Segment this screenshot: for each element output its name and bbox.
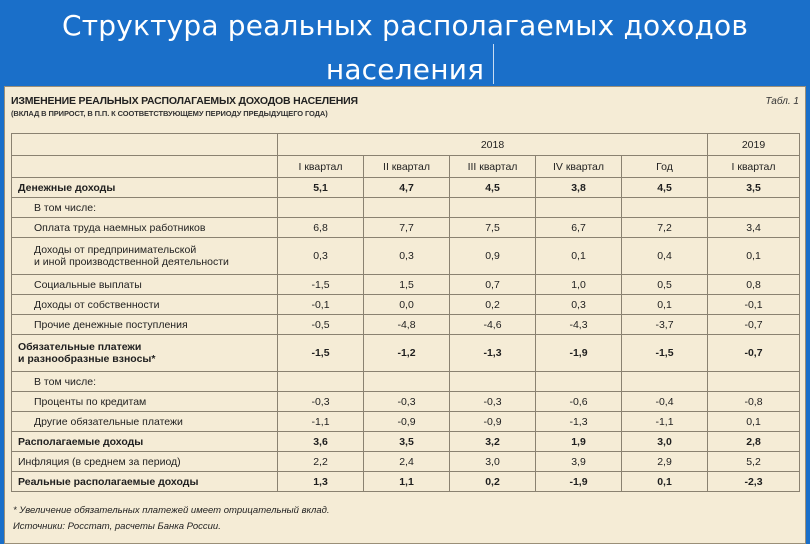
text-cursor: [493, 44, 494, 84]
row-label: [12, 218, 278, 238]
value-cell: -0,3: [364, 392, 450, 412]
value-cell: 0,0: [364, 295, 450, 315]
row-label-line: Социальные выплаты: [34, 278, 142, 291]
period-header-row: [12, 156, 800, 178]
table-row: [12, 295, 800, 315]
value-cell: -0,6: [536, 392, 622, 412]
value-cell: 1,5: [364, 275, 450, 295]
value-cell: -1,3: [450, 335, 536, 372]
table-title: ИЗМЕНЕНИЕ РЕАЛЬНЫХ РАСПОЛАГАЕМЫХ ДОХОДОВ НАСЕЛЕНИЯ: [11, 95, 358, 107]
column-header: Год: [622, 156, 708, 178]
value-cell: 6,7: [536, 218, 622, 238]
value-cell: 0,1: [708, 412, 800, 432]
table-row: [12, 315, 800, 335]
row-label: [12, 178, 278, 198]
row-label: [12, 315, 278, 335]
table-scan: [4, 86, 806, 544]
value-cell: -0,8: [708, 392, 800, 412]
row-label-line: Реальные располагаемые доходы: [18, 475, 199, 488]
row-label: [12, 432, 278, 452]
value-cell: 2,4: [364, 452, 450, 472]
row-label-line: Инфляция (в среднем за период): [18, 455, 181, 468]
value-cell: 0,5: [622, 275, 708, 295]
value-cell: 1,0: [536, 275, 622, 295]
value-cell: [536, 198, 622, 218]
row-label-line: Другие обязательные платежи: [34, 415, 183, 428]
table-row: [12, 335, 800, 372]
sources: Источники: Росстат, расчеты Банка России.: [13, 521, 221, 532]
table-row: [12, 432, 800, 452]
value-cell: 3,8: [536, 178, 622, 198]
row-label-line: Доходы от предпринимательской: [34, 244, 197, 256]
row-label-line: Оплата труда наемных работников: [34, 221, 206, 234]
table-number: Табл. 1: [765, 96, 799, 107]
table-row: [12, 372, 800, 392]
value-cell: 0,1: [622, 295, 708, 315]
value-cell: [708, 198, 800, 218]
table-row: [12, 452, 800, 472]
value-cell: -0,1: [278, 295, 364, 315]
row-label-line: В том числе:: [34, 201, 97, 214]
value-cell: 4,5: [450, 178, 536, 198]
row-label-line: и разнообразные взносы*: [18, 353, 156, 365]
value-cell: 3,2: [450, 432, 536, 452]
table-row: [12, 178, 800, 198]
value-cell: 0,1: [622, 472, 708, 492]
value-cell: 0,1: [708, 238, 800, 275]
value-cell: 7,2: [622, 218, 708, 238]
value-cell: -1,9: [536, 472, 622, 492]
value-cell: -0,3: [278, 392, 364, 412]
corner-cell: [12, 134, 278, 156]
column-header: I квартал: [708, 156, 800, 178]
row-label-line: В том числе:: [34, 375, 97, 388]
value-cell: 7,5: [450, 218, 536, 238]
row-label: [12, 238, 278, 275]
table-row: [12, 218, 800, 238]
value-cell: -1,2: [364, 335, 450, 372]
value-cell: 0,1: [536, 238, 622, 275]
value-cell: -1,5: [278, 275, 364, 295]
column-header: III квартал: [450, 156, 536, 178]
value-cell: 3,0: [622, 432, 708, 452]
row-label-line: Обязательные платежи: [18, 341, 142, 353]
value-cell: -0,4: [622, 392, 708, 412]
table-row: [12, 198, 800, 218]
value-cell: -1,1: [622, 412, 708, 432]
value-cell: [536, 372, 622, 392]
value-cell: 1,3: [278, 472, 364, 492]
value-cell: 0,3: [364, 238, 450, 275]
footnote: * Увеличение обязательных платежей имеет отрицательный вклад.: [13, 505, 330, 516]
value-cell: 2,9: [622, 452, 708, 472]
value-cell: 0,9: [450, 238, 536, 275]
value-cell: [708, 372, 800, 392]
value-cell: 4,7: [364, 178, 450, 198]
value-cell: [278, 198, 364, 218]
value-cell: -3,7: [622, 315, 708, 335]
row-label: [12, 452, 278, 472]
value-cell: 3,5: [708, 178, 800, 198]
value-cell: 3,5: [364, 432, 450, 452]
column-header: I квартал: [278, 156, 364, 178]
value-cell: 1,9: [536, 432, 622, 452]
corner-cell: [12, 156, 278, 178]
row-label-line: Располагаемые доходы: [18, 435, 144, 448]
value-cell: [450, 198, 536, 218]
table-body: [12, 178, 800, 492]
value-cell: -1,5: [622, 335, 708, 372]
value-cell: 0,2: [450, 472, 536, 492]
table-row: [12, 275, 800, 295]
value-cell: -0,3: [450, 392, 536, 412]
value-cell: 1,1: [364, 472, 450, 492]
value-cell: 2,8: [708, 432, 800, 452]
value-cell: 2,2: [278, 452, 364, 472]
value-cell: 3,4: [708, 218, 800, 238]
row-label-line: Прочие денежные поступления: [34, 318, 188, 331]
value-cell: -1,9: [536, 335, 622, 372]
table-subtitle: (ВКЛАД В ПРИРОСТ, В П.П. К СООТВЕТСТВУЮЩЕМУ ПЕРИОДУ ПРЕДЫДУЩЕГО ГОДА): [11, 109, 328, 118]
row-label-line: Доходы от собственности: [34, 298, 160, 311]
row-label: [12, 198, 278, 218]
value-cell: [450, 372, 536, 392]
value-cell: -1,5: [278, 335, 364, 372]
column-header: IV квартал: [536, 156, 622, 178]
column-header: II квартал: [364, 156, 450, 178]
table-row: [12, 392, 800, 412]
value-cell: -2,3: [708, 472, 800, 492]
year-2018: 2018: [278, 134, 708, 156]
value-cell: -4,6: [450, 315, 536, 335]
value-cell: 4,5: [622, 178, 708, 198]
value-cell: 3,9: [536, 452, 622, 472]
value-cell: -4,8: [364, 315, 450, 335]
slide-title: [0, 4, 810, 92]
row-label: [12, 295, 278, 315]
value-cell: -1,1: [278, 412, 364, 432]
value-cell: 0,2: [450, 295, 536, 315]
table-row: [12, 238, 800, 275]
value-cell: 7,7: [364, 218, 450, 238]
row-label: [12, 412, 278, 432]
value-cell: -0,9: [450, 412, 536, 432]
value-cell: -1,3: [536, 412, 622, 432]
value-cell: -0,5: [278, 315, 364, 335]
value-cell: 5,1: [278, 178, 364, 198]
row-label-line: Проценты по кредитам: [34, 395, 147, 408]
value-cell: -0,9: [364, 412, 450, 432]
row-label: [12, 275, 278, 295]
value-cell: [364, 372, 450, 392]
value-cell: -4,3: [536, 315, 622, 335]
slide-title-line-1: Структура реальных располагаемых доходов: [61, 9, 749, 42]
value-cell: 0,4: [622, 238, 708, 275]
slide-title-line-2: населения: [325, 53, 485, 86]
table-row: [12, 472, 800, 492]
table-row: [12, 412, 800, 432]
value-cell: 0,7: [450, 275, 536, 295]
row-label: [12, 335, 278, 372]
year-header-row: [12, 134, 800, 156]
value-cell: -0,1: [708, 295, 800, 315]
value-cell: 6,8: [278, 218, 364, 238]
value-cell: 0,3: [278, 238, 364, 275]
value-cell: -0,7: [708, 315, 800, 335]
value-cell: 0,3: [536, 295, 622, 315]
value-cell: [622, 372, 708, 392]
value-cell: [278, 372, 364, 392]
value-cell: 5,2: [708, 452, 800, 472]
value-cell: [622, 198, 708, 218]
value-cell: 3,0: [450, 452, 536, 472]
income-table: [11, 133, 800, 492]
row-label-line: и иной производственной деятельности: [34, 256, 229, 268]
value-cell: 0,8: [708, 275, 800, 295]
row-label-line: Денежные доходы: [18, 181, 116, 194]
value-cell: [364, 198, 450, 218]
value-cell: -0,7: [708, 335, 800, 372]
row-label: [12, 472, 278, 492]
value-cell: 3,6: [278, 432, 364, 452]
row-label: [12, 392, 278, 412]
year-2019: 2019: [708, 134, 800, 156]
row-label: [12, 372, 278, 392]
